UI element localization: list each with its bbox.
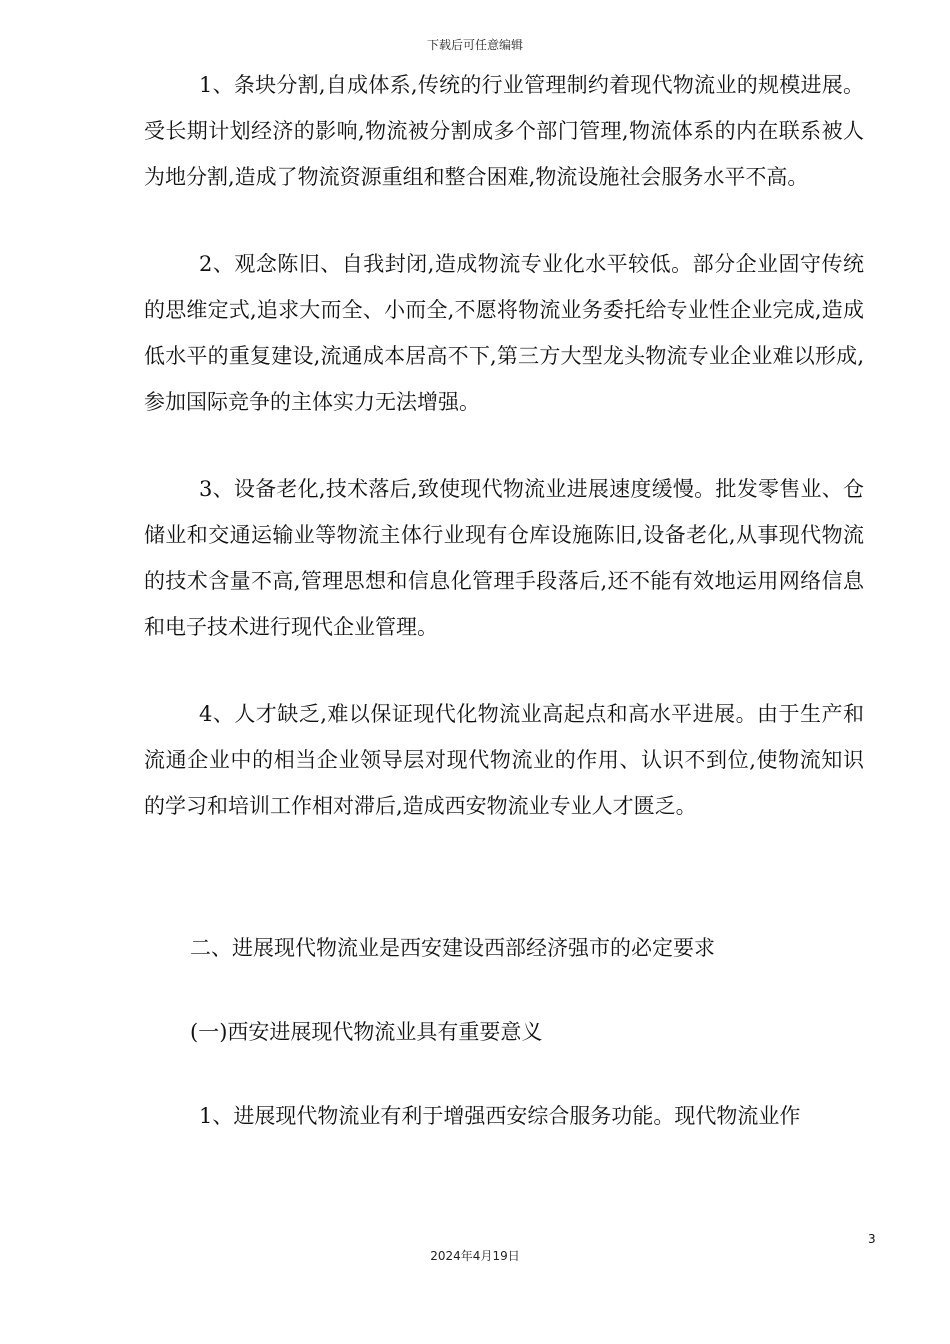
footer-date: 2024年4月19日 (430, 1249, 520, 1263)
paragraph-5: 1、进展现代物流业有利于增强西安综合服务功能。现代物流业作 (199, 1104, 801, 1128)
document-body (144, 62, 864, 1139)
paragraph-2: 2、观念陈旧、自我封闭,造成物流专业化水平较低。部分企业固守传统的思维定式,追求大而全、小而全,不愿将物流业务委托给专业性企业完成,造成低水平的重复建设,流通成本居高不下,第三方大型龙头物流专业企业难以形成,参加国际竞争的主体实力无法增强。 (144, 252, 864, 414)
page-number: 3 (868, 1232, 876, 1246)
page-header: 下载后可任意编辑 (426, 38, 523, 52)
paragraph-1: 1、条块分割,自成体系,传统的行业管理制约着现代物流业的规模进展。受长期计划经济的影响,物流被分割成多个部门管理,物流体系的内在联系被人为地分割,造成了物流资源重组和整合困难,物流设施社会服务水平不高。 (144, 73, 864, 189)
paragraph-3: 3、设备老化,技术落后,致使现代物流业进展速度缓慢。批发零售业、仓储业和交通运输业等物流主体行业现有仓库设施陈旧,设备老化,从事现代物流的技术含量不高,管理思想和信息化管理手段落后,还不能有效地运用网络信息和电子技术进行现代企业管理。 (144, 477, 864, 639)
subsection-heading: (一)西安进展现代物流业具有重要意义 (190, 1020, 543, 1044)
section-heading: 二、进展现代物流业是西安建设西部经济强市的必定要求 (190, 936, 715, 960)
paragraph-4: 4、人才缺乏,难以保证现代化物流业高起点和高水平进展。由于生产和流通企业中的相当企业领导层对现代物流业的作用、认识不到位,使物流知识的学习和培训工作相对滞后,造成西安物流业专业人才匮乏。 (144, 702, 864, 818)
